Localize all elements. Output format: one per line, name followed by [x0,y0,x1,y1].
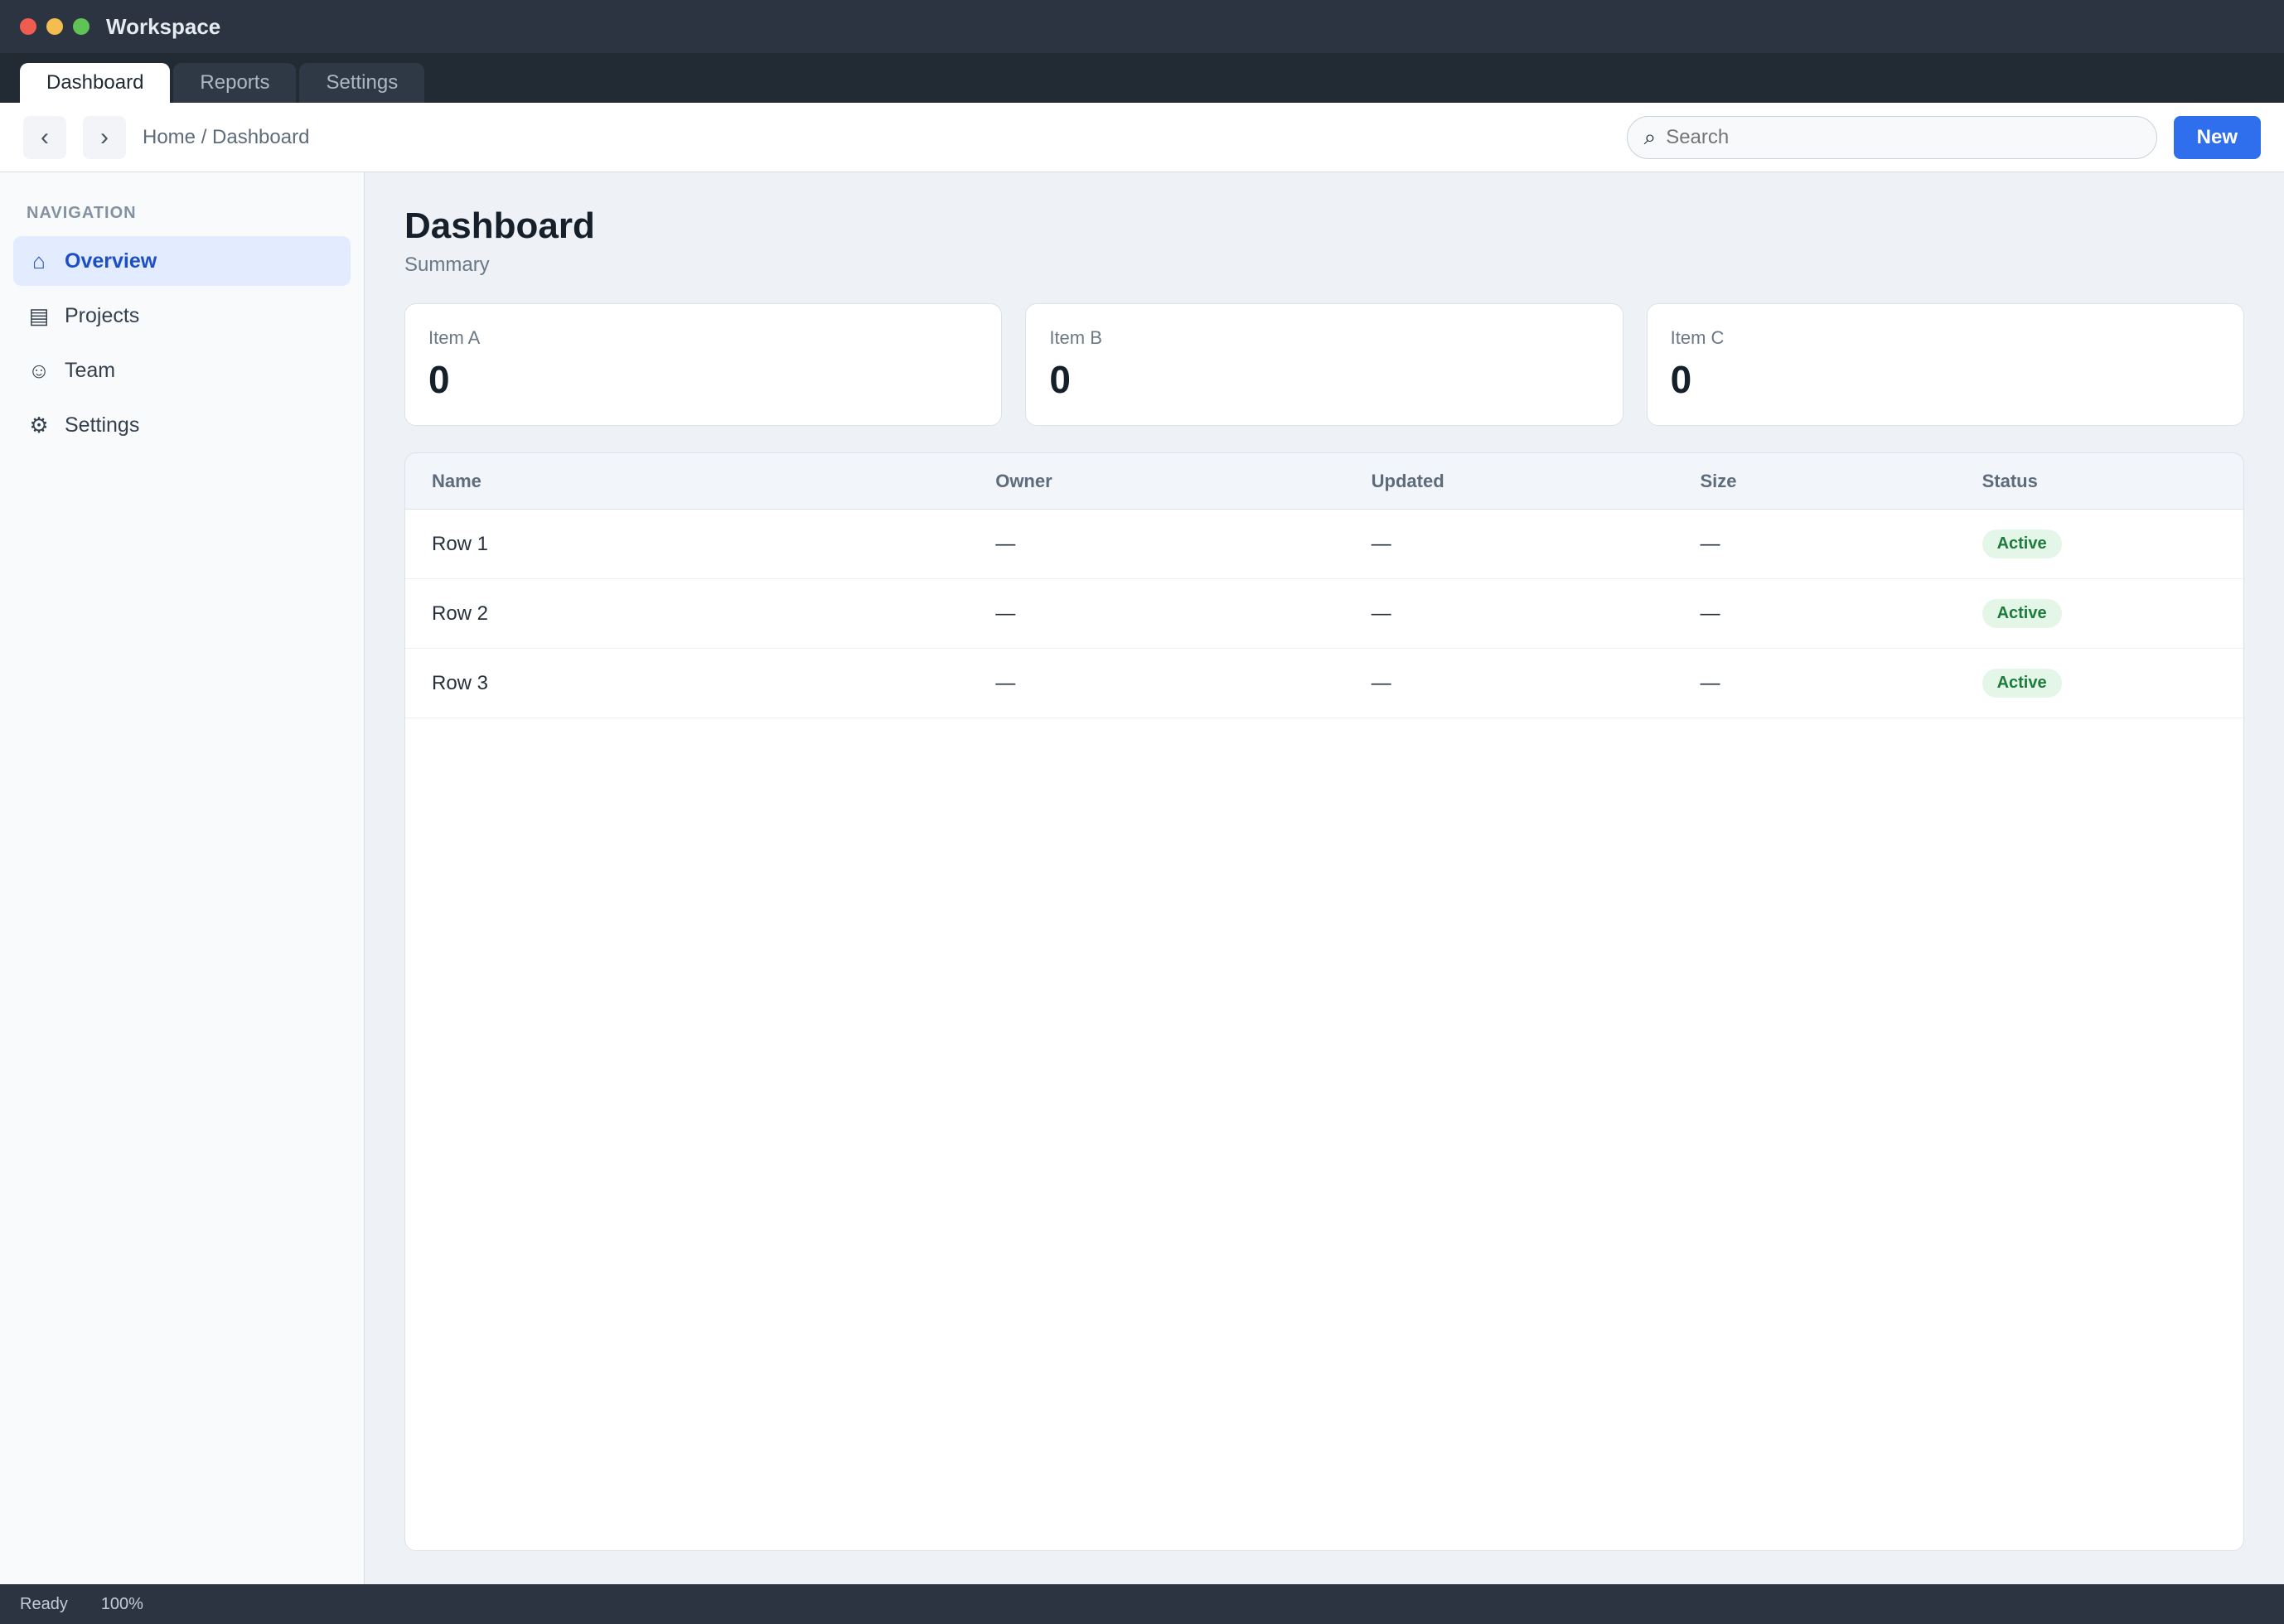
status-badge: Active [1982,599,2062,628]
chevron-left-icon: ‹ [41,123,49,151]
tab-reports[interactable]: Reports [173,63,296,103]
card-value: 0 [1670,358,1692,401]
search-input[interactable] [1666,126,2139,149]
minimize-window-button[interactable] [46,18,63,35]
search-icon: ⌕ [1643,123,1657,149]
page-header [404,205,2244,277]
column-header[interactable]: Size [1700,470,1737,491]
summary-card[interactable] [404,303,1002,426]
tab-dashboard[interactable]: Dashboard [20,63,170,103]
status-text: Ready [20,1594,68,1613]
status-bar [0,1584,2284,1624]
table-cell: Row 1 [432,532,489,555]
card-label: Item B [1049,327,1102,348]
table-cell: Row 3 [432,671,489,694]
table-cell: — [1700,671,1720,694]
app-body [0,172,2284,1584]
sidebar-item-projects[interactable] [13,291,351,341]
table-cell: — [995,532,1016,555]
users-icon: ☺ [27,357,51,383]
column-header[interactable]: Updated [1371,470,1444,491]
data-table [404,452,2244,1551]
table-row[interactable] [405,510,2243,579]
column-header[interactable]: Name [432,470,481,491]
summary-card[interactable] [1647,303,2244,426]
status-badge: Active [1982,529,2062,558]
main-content [365,172,2284,1584]
window-title: Workspace [106,13,221,39]
card-label: Item C [1670,327,1725,348]
gear-icon: ⚙ [29,412,49,437]
table-row[interactable] [405,579,2243,649]
sidebar-item-label: Overview [65,249,157,273]
page-subtitle: Summary [404,254,490,276]
window-controls [20,18,90,35]
table-cell: — [1371,532,1391,555]
table-cell: Row 2 [432,602,489,625]
breadcrumb: Home / Dashboard [143,125,310,148]
folder-icon: ▤ [28,302,50,328]
page-title: Dashboard [404,205,595,246]
title-bar [0,0,2284,53]
table-cell: — [995,671,1016,694]
column-header[interactable]: Owner [995,470,1052,491]
back-button[interactable] [23,116,66,159]
new-item-button[interactable]: New [2174,116,2261,159]
sidebar-item-label: Projects [65,303,140,327]
card-value: 0 [1049,358,1071,401]
forward-button[interactable] [83,116,126,159]
sidebar [0,172,365,1584]
table-cell: — [995,602,1016,625]
table-cell: — [1700,602,1720,625]
summary-card[interactable] [1025,303,1623,426]
home-icon: ⌂ [32,248,46,273]
sidebar-section-label: NAVIGATION [27,204,137,222]
table-row[interactable] [405,649,2243,718]
table-cell: — [1700,532,1720,555]
card-label: Item A [428,327,481,348]
search-box[interactable] [1627,116,2157,159]
table-cell: — [1371,602,1391,625]
table-header [405,453,2243,510]
table-cell: — [1371,671,1391,694]
close-window-button[interactable] [20,18,36,35]
sidebar-item-settings[interactable] [13,400,351,450]
sidebar-item-label: Team [65,358,116,382]
sidebar-item-team[interactable] [13,346,351,395]
maximize-window-button[interactable] [73,18,90,35]
zoom-level[interactable]: 100% [100,1594,143,1613]
tab-settings[interactable]: Settings [299,63,424,103]
sidebar-item-label: Settings [65,413,140,437]
card-value: 0 [428,358,450,401]
sidebar-item-overview[interactable] [13,236,351,286]
toolbar [0,103,2284,172]
column-header[interactable]: Status [1982,470,2038,491]
status-badge: Active [1982,669,2062,698]
tab-bar [0,53,2284,103]
summary-cards [404,303,2244,426]
chevron-right-icon: › [100,123,109,151]
